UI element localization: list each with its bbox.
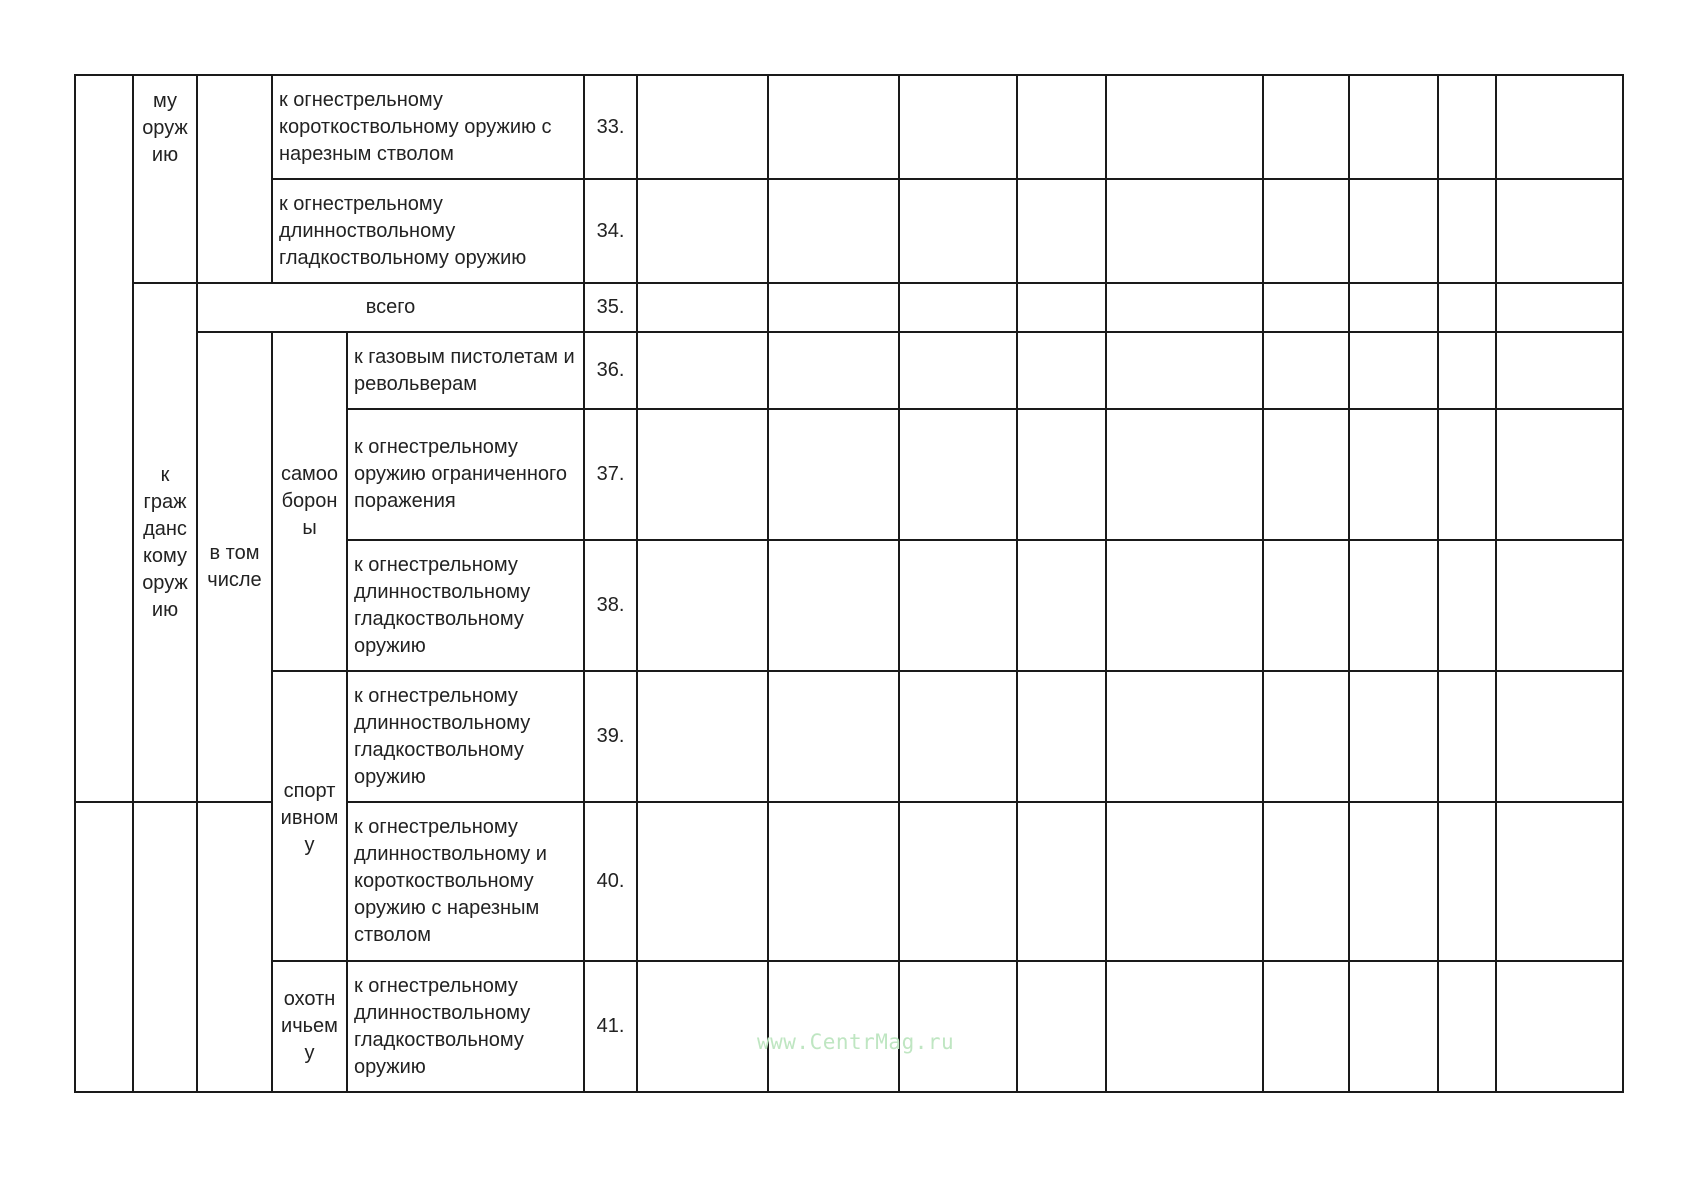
- data-cell: [1106, 671, 1263, 802]
- data-cell: [768, 961, 899, 1092]
- data-cell: [637, 75, 768, 179]
- table-row: [75, 332, 1623, 409]
- data-cell: [637, 283, 768, 332]
- data-cell: [1017, 179, 1106, 283]
- row-number: 40.: [584, 802, 637, 961]
- data-cell: [637, 802, 768, 961]
- data-cell: [1106, 332, 1263, 409]
- data-cell: [768, 75, 899, 179]
- data-cell: [1017, 75, 1106, 179]
- data-cell: [1496, 961, 1623, 1092]
- data-cell: [1017, 802, 1106, 961]
- data-cell: [1349, 283, 1438, 332]
- data-cell: [1017, 332, 1106, 409]
- data-cell: [1349, 179, 1438, 283]
- data-cell: [1496, 802, 1623, 961]
- row-number: 34.: [584, 179, 637, 283]
- data-cell: [1496, 540, 1623, 671]
- data-cell: [899, 332, 1017, 409]
- data-cell: [1438, 671, 1496, 802]
- group-label-hunting: охотн ичьем у: [272, 961, 347, 1092]
- group-label-self-defense: самоо борон ы: [272, 332, 347, 671]
- data-cell: [1017, 409, 1106, 540]
- row-description-total: всего: [197, 283, 584, 332]
- weapons-report-table: [74, 74, 1624, 1093]
- data-cell: [768, 671, 899, 802]
- data-cell: [637, 179, 768, 283]
- data-cell: [1438, 332, 1496, 409]
- row-number: 41.: [584, 961, 637, 1092]
- data-cell: [1263, 75, 1349, 179]
- data-cell: [1349, 671, 1438, 802]
- data-cell: [637, 332, 768, 409]
- row-description: к огнестрельному длинноствольному гладкоствольному оружию: [347, 961, 584, 1092]
- data-cell: [1263, 283, 1349, 332]
- row-number: 38.: [584, 540, 637, 671]
- data-cell: [1263, 671, 1349, 802]
- blank-cell: [197, 75, 272, 283]
- data-cell: [1106, 179, 1263, 283]
- data-cell: [637, 671, 768, 802]
- row-description: к огнестрельному короткоствольному оружию с нарезным стволом: [272, 75, 584, 179]
- data-cell: [1349, 332, 1438, 409]
- data-cell: [1438, 179, 1496, 283]
- watermark: www.CentrMag.ru: [757, 1030, 955, 1054]
- data-cell: [1263, 409, 1349, 540]
- data-cell: [768, 179, 899, 283]
- row-description: к газовым пистолетам и револьверам: [347, 332, 584, 409]
- data-cell: [1438, 283, 1496, 332]
- row-number: 37.: [584, 409, 637, 540]
- row-number: 33.: [584, 75, 637, 179]
- table-row: [75, 671, 1623, 802]
- data-cell: [899, 283, 1017, 332]
- group-label-including: в том числе: [197, 332, 272, 802]
- table-row: [75, 283, 1623, 332]
- data-cell: [1438, 802, 1496, 961]
- data-cell: [1263, 332, 1349, 409]
- data-cell: [1496, 671, 1623, 802]
- data-cell: [899, 802, 1017, 961]
- data-cell: [1496, 283, 1623, 332]
- row-number: 36.: [584, 332, 637, 409]
- data-cell: [1106, 283, 1263, 332]
- group-label-civilian-weapon: к граж данс кому оруж ию: [133, 283, 197, 802]
- data-cell: [637, 409, 768, 540]
- data-cell: [1496, 179, 1623, 283]
- group-label-ranged-weapon: му оруж ию: [133, 75, 197, 283]
- data-cell: [768, 283, 899, 332]
- data-cell: [637, 961, 768, 1092]
- data-cell: [1349, 802, 1438, 961]
- data-cell: [1438, 540, 1496, 671]
- row-number: 39.: [584, 671, 637, 802]
- data-cell: [1496, 75, 1623, 179]
- blank-cell: [75, 802, 133, 1092]
- data-cell: [1349, 75, 1438, 179]
- data-cell: [1438, 75, 1496, 179]
- data-cell: [1106, 802, 1263, 961]
- table-row: [75, 179, 1623, 283]
- data-cell: [1438, 409, 1496, 540]
- row-description: к огнестрельному длинноствольному гладкоствольному оружию: [272, 179, 584, 283]
- data-cell: [1106, 75, 1263, 179]
- data-cell: [1263, 540, 1349, 671]
- row-number: 35.: [584, 283, 637, 332]
- row-description: к огнестрельному оружию ограниченного поражения: [347, 409, 584, 540]
- data-cell: [1017, 540, 1106, 671]
- row-description: к огнестрельному длинноствольному и короткоствольному оружию с нарезным стволом: [347, 802, 584, 961]
- table-row: [75, 75, 1623, 179]
- data-cell: [1263, 802, 1349, 961]
- data-cell: [1263, 179, 1349, 283]
- row-description: к огнестрельному длинноствольному гладкоствольному оружию: [347, 671, 584, 802]
- data-cell: [1263, 961, 1349, 1092]
- table-row: [75, 961, 1623, 1092]
- data-cell: [899, 540, 1017, 671]
- data-cell: [899, 671, 1017, 802]
- data-cell: [899, 75, 1017, 179]
- data-cell: [1438, 961, 1496, 1092]
- data-cell: [768, 409, 899, 540]
- blank-cell: [75, 75, 133, 802]
- data-cell: [899, 179, 1017, 283]
- data-cell: [637, 540, 768, 671]
- blank-cell: [197, 802, 272, 1092]
- data-cell: [1349, 540, 1438, 671]
- data-cell: [1017, 961, 1106, 1092]
- data-cell: [899, 961, 1017, 1092]
- data-cell: [1349, 409, 1438, 540]
- row-description: к огнестрельному длинноствольному гладкоствольному оружию: [347, 540, 584, 671]
- data-cell: [1496, 332, 1623, 409]
- data-cell: [1017, 671, 1106, 802]
- blank-cell: [133, 802, 197, 1092]
- group-label-sport: спорт ивном у: [272, 671, 347, 961]
- data-cell: [1106, 961, 1263, 1092]
- data-cell: [768, 540, 899, 671]
- data-cell: [1106, 409, 1263, 540]
- data-cell: [899, 409, 1017, 540]
- data-cell: [768, 332, 899, 409]
- data-cell: [1496, 409, 1623, 540]
- data-cell: [1349, 961, 1438, 1092]
- data-cell: [768, 802, 899, 961]
- data-cell: [1106, 540, 1263, 671]
- data-cell: [1017, 283, 1106, 332]
